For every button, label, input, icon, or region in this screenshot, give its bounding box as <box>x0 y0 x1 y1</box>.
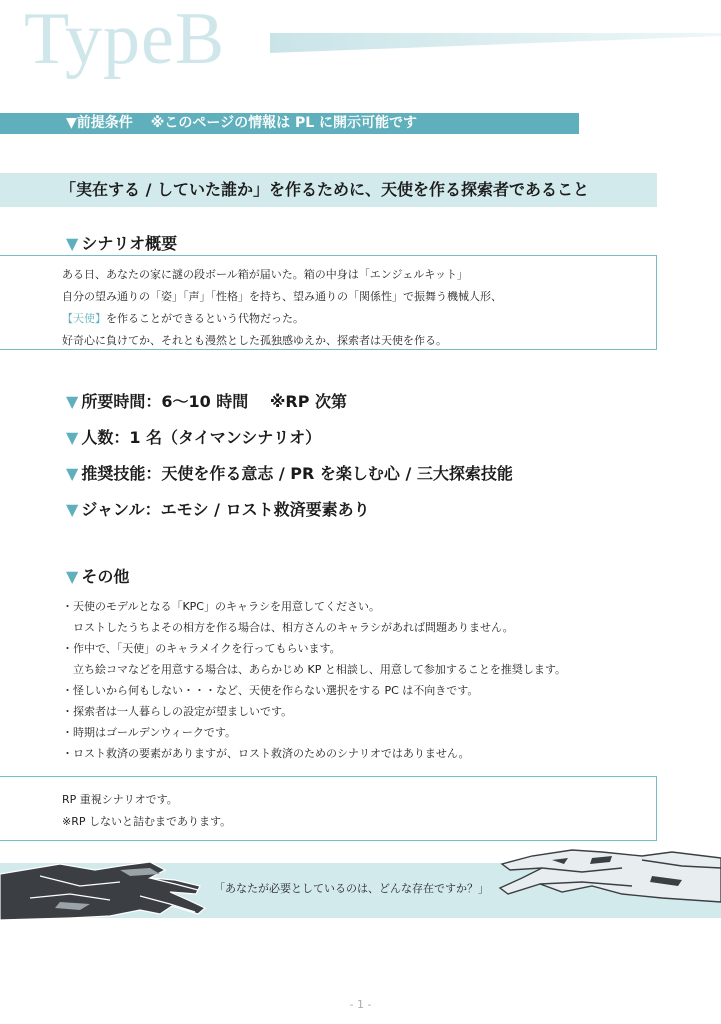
angel-term: 【天使】 <box>62 312 106 325</box>
list-item: ロストしたうちよその相方を作る場合は、相方さんのキャラシがあれば問題ありません。 <box>62 621 514 634</box>
triangle-icon: ▼ <box>66 464 79 483</box>
spec-players <box>66 425 321 448</box>
list-item: ・時期はゴールデンウィークです。 <box>62 726 237 739</box>
list-item: ・ロスト救済の要素がありますが、ロスト救済のためのシナリオではありません。 <box>62 747 470 760</box>
premise-note: ※このページの情報は PL に開示可能です <box>150 115 418 131</box>
page-title: TypeB <box>24 0 226 80</box>
others-heading <box>66 564 129 587</box>
list-item: ・天使のモデルとなる「KPC」のキャラシを用意してください。 <box>62 600 380 613</box>
headline-banner: 「実在する / していた誰か」を作るために、天使を作る探索者であること <box>0 173 657 207</box>
synopsis-line: 自分の望み通りの「姿」「声」「性格」を持ち、望み通りの「関係性」で振舞う機械人形、 <box>62 290 502 303</box>
footer-quote: 「あなたが必要としているのは、どんな存在ですか？」 <box>214 882 489 895</box>
list-item: 立ち絵コマなどを用意する場合は、あらかじめ KP と相談し、用意して参加することを推奨します。 <box>62 663 566 676</box>
right-hand-illustration <box>492 846 721 908</box>
list-item: ・探索者は一人暮らしの設定が望ましいです。 <box>62 705 293 718</box>
synopsis-line: ある日、あなたの家に謎の段ボール箱が届いた。箱の中身は「エンジェルキット」 <box>62 268 469 281</box>
list-item: ・作中で、「天使」のキャラメイクを行ってもらいます。 <box>62 642 341 655</box>
triangle-icon: ▼ <box>66 428 79 447</box>
note-line: ※RP しないと詰むまであります。 <box>62 815 232 828</box>
spec-text: 所要時間：6〜10 時間 ※RP 次第 <box>81 392 348 411</box>
spec-genre <box>66 497 370 520</box>
list-item: ・怪しいから何もしない・・・など、天使を作らない選択をする PC は不向きです。 <box>62 684 479 697</box>
title-decor-band <box>270 33 721 53</box>
triangle-icon: ▼ <box>66 392 79 411</box>
premise-bar <box>0 113 579 134</box>
note-line: RP 重視シナリオです。 <box>62 793 178 806</box>
synopsis-box <box>0 255 657 350</box>
spec-playtime <box>66 389 347 412</box>
others-heading-text: その他 <box>81 567 130 586</box>
triangle-icon: ▼ <box>66 567 79 586</box>
triangle-icon: ▼ <box>66 500 79 519</box>
spec-skills <box>66 461 513 484</box>
synopsis-line-rest: を作ることができるという代物だった。 <box>106 312 304 325</box>
others-list <box>62 596 566 764</box>
spec-text: ジャンル：エモシ / ロスト救済要素あり <box>81 500 370 519</box>
premise-label: ▼前提条件 <box>66 115 133 131</box>
synopsis-heading-text: シナリオ概要 <box>81 234 178 253</box>
rp-note-box <box>0 776 657 841</box>
page-number: - 1 - <box>349 998 372 1011</box>
synopsis-line: 好奇心に負けてか、それとも漫然とした孤独感ゆえか、探索者は天使を作る。 <box>62 334 447 347</box>
synopsis-heading <box>66 231 177 254</box>
spec-text: 推奨技能：天使を作る意志 / PR を楽しむ心 / 三大探索技能 <box>81 464 513 483</box>
spec-text: 人数：1 名（タイマンシナリオ） <box>81 428 322 447</box>
triangle-icon: ▼ <box>66 234 79 253</box>
left-hand-illustration <box>0 856 230 926</box>
synopsis-line <box>62 308 656 330</box>
